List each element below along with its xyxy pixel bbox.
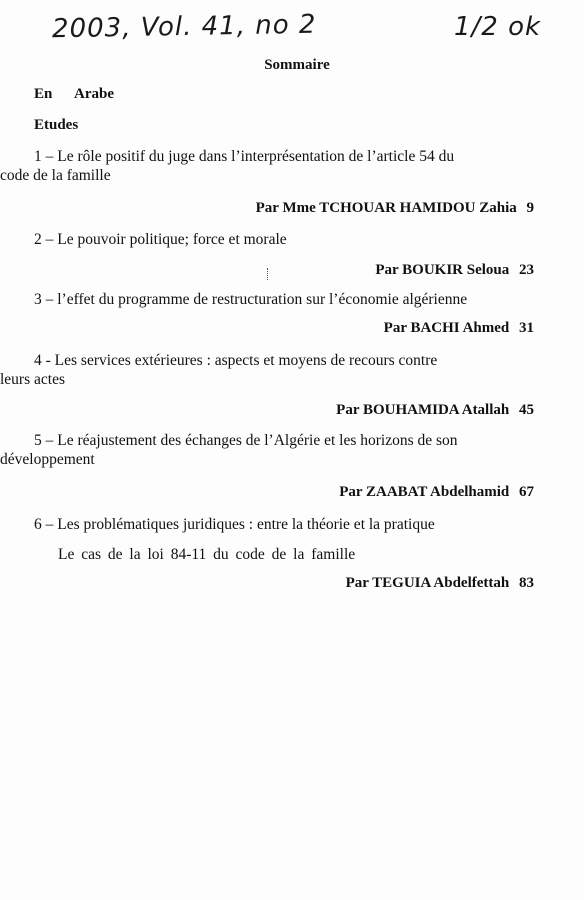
toc-entry-line: 5 – Le réajustement des échanges de l’Algérie et les horizons de son	[34, 432, 458, 449]
toc-entry-title	[34, 515, 534, 534]
handwritten-annotation	[0, 9, 584, 52]
toc-entry-subtitle	[58, 545, 418, 564]
author-name: Par Mme TCHOUAR HAMIDOU Zahia	[255, 200, 517, 216]
toc-entry-title	[34, 230, 534, 249]
toc-entry-author	[336, 402, 534, 419]
page-number: 31	[519, 320, 534, 336]
toc-entry-line: 4 - Les services extérieures : aspects et moyens de recours contre	[34, 352, 438, 369]
handwritten-volume-note: 2003, Vol. 41, no 2	[51, 9, 317, 45]
toc-entry-line: 1 – Le rôle positif du juge dans l’interprésentation de l’article 54 du	[34, 148, 455, 165]
toc-entry-line: 3 – l’effet du programme de restructuration sur l’économie algérienne	[34, 291, 468, 308]
page-number: 83	[519, 575, 534, 591]
toc-entry-author	[256, 200, 534, 217]
toc-entry-line: 2 – Le pouvoir politique; force et morale	[34, 231, 287, 248]
toc-entry-line: 6 – Les problématiques juridiques : entre la théorie et la pratique	[34, 516, 435, 533]
page-number: 23	[519, 262, 534, 278]
toc-entry	[34, 290, 534, 309]
scan-speck	[267, 268, 270, 280]
toc-entry-line: code de la famille	[0, 167, 111, 184]
toc-entry	[0, 431, 534, 469]
author-name: Par ZAABAT Abdelhamid	[339, 484, 510, 500]
toc-entry-title	[0, 431, 534, 469]
language-heading-arabe: Arabe	[74, 86, 114, 102]
toc-entry	[0, 351, 534, 389]
author-name: Par TEGUIA Abdelfettah	[345, 575, 510, 591]
toc-entry-line: développement	[0, 451, 95, 468]
page-number: 67	[519, 484, 534, 500]
section-heading-etudes: Etudes	[34, 117, 79, 133]
handwritten-status-note: 1/2 ok	[454, 12, 542, 42]
toc-entry	[0, 147, 534, 185]
author-name: Par BACHI Ahmed	[383, 320, 510, 336]
author-name: Par BOUHAMIDA Atallah	[336, 402, 510, 418]
toc-entry-author	[375, 262, 534, 279]
page-title: Sommaire	[264, 57, 330, 73]
toc-entry-title	[58, 545, 418, 564]
page-number: 9	[526, 200, 534, 216]
toc-entry	[34, 515, 534, 534]
toc-entry-line: Le cas de la loi 84-11 du code de la famille	[58, 546, 356, 563]
toc-entry	[34, 230, 534, 249]
toc-entry-author	[384, 320, 534, 337]
toc-entry-title	[0, 147, 534, 185]
author-name: Par BOUKIR Seloua	[375, 262, 510, 278]
language-heading-en: En	[34, 86, 53, 102]
toc-entry-title	[0, 351, 534, 389]
toc-entry-author	[346, 575, 534, 592]
toc-entry-title	[34, 290, 534, 309]
toc-entry-line: leurs actes	[0, 371, 65, 388]
page-number: 45	[519, 402, 534, 418]
toc-entry-author	[339, 484, 534, 501]
